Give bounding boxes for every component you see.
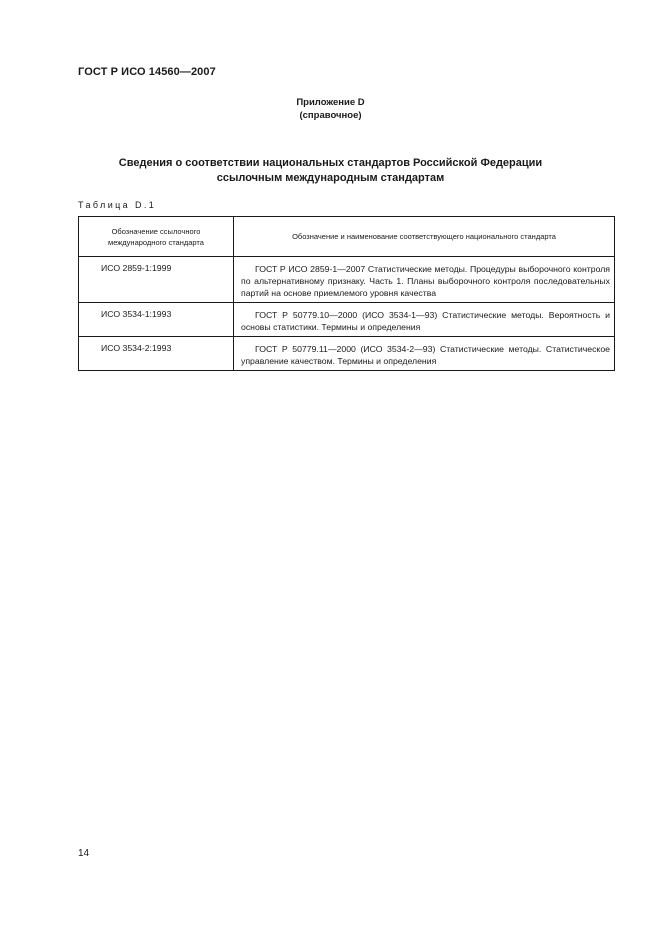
section-title [0,156,661,186]
table-row [79,303,615,337]
correspondence-table [78,216,615,371]
table-row [79,337,615,371]
national-standard-text: ГОСТ Р 50779.10—2000 (ИСО 3534-1—93) Статистические методы. Вероятность и основы статистики. Термины и определения [241,310,610,332]
appendix-heading [0,96,661,122]
header-national-standard: Обозначение и наименование соответствующего национального стандарта [234,217,615,257]
national-standard-text: ГОСТ Р ИСО 2859-1—2007 Статистические методы. Процедуры выборочного контроля по альтернативному признаку. Часть 1. Планы выборочного контроля последовательных партий на основе приемлемого уровня качества [241,264,610,298]
table-caption: Таблица D.1 [78,200,157,210]
national-standard-cell [234,337,615,371]
appendix-label: Приложение D [296,97,365,108]
header-intl-standard [79,217,234,257]
table-row [79,257,615,303]
national-standard-cell [234,303,615,337]
header-intl-line-1: Обозначение ссылочного [111,226,201,236]
appendix-note: (справочное) [299,110,362,121]
header-intl-line-2: международного стандарта [108,237,204,247]
section-title-line-2: ссылочным международным стандартам [216,172,445,184]
page-number: 14 [78,848,90,859]
table-header-row [79,217,615,257]
intl-standard-cell: ИСО 2859-1:1999 [79,257,234,303]
national-standard-cell [234,257,615,303]
intl-standard-cell: ИСО 3534-2:1993 [79,337,234,371]
intl-standard-cell: ИСО 3534-1:1993 [79,303,234,337]
section-title-line-1: Сведения о соответствии национальных стандартов Российской Федерации [118,157,543,169]
national-standard-text: ГОСТ Р 50779.11—2000 (ИСО 3534-2—93) Статистические методы. Статистическое управление качеством. Термины и определения [241,344,610,366]
document-code: ГОСТ Р ИСО 14560—2007 [78,66,216,78]
